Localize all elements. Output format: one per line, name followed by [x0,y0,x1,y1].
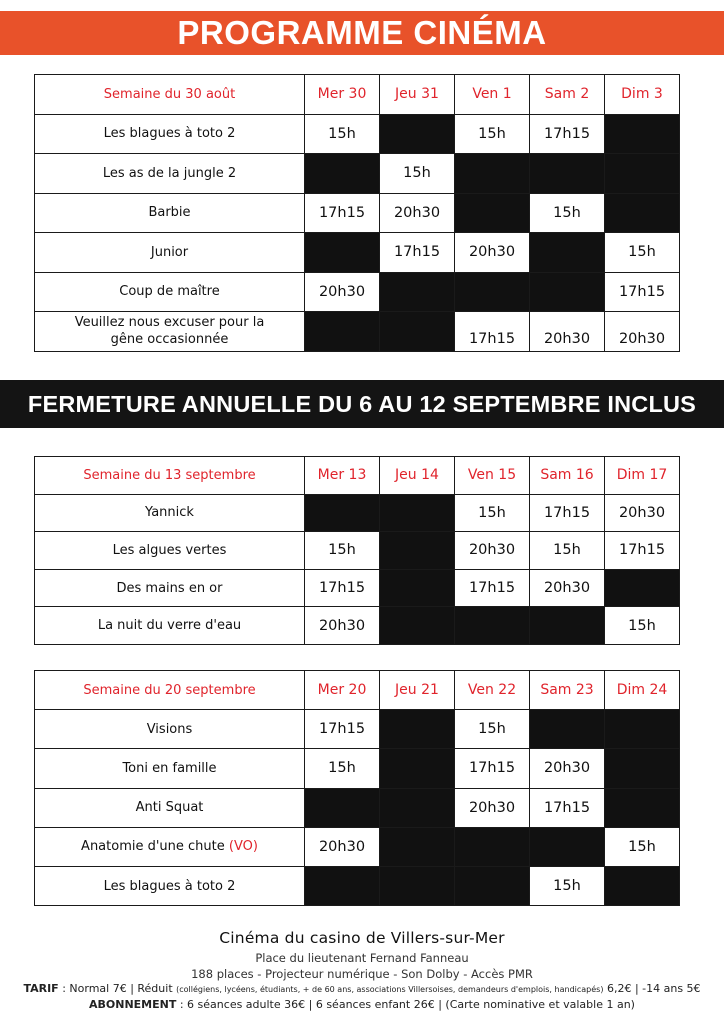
day-header: Ven 22 [455,671,530,710]
film-row [35,532,680,570]
film-version-badge: (VO) [228,839,258,855]
day-header: Jeu 21 [380,671,455,710]
day-header: Sam 16 [530,457,605,495]
no-screening-cell [605,569,680,607]
no-screening-cell [380,312,455,352]
showtime-cell: 15h [305,532,380,570]
no-screening-cell [455,866,530,905]
film-title-cell [35,272,305,312]
film-row [35,710,680,749]
showtime-cell: 15h [530,532,605,570]
day-header: Dim 3 [605,75,680,115]
showtime-cell: 17h15 [530,494,605,532]
film-row [35,154,680,194]
no-screening-cell [605,193,680,233]
no-screening-cell [530,827,605,866]
day-header: Jeu 31 [380,75,455,115]
abonnement-label: ABONNEMENT [89,998,177,1011]
day-header: Mer 13 [305,457,380,495]
day-header: Sam 2 [530,75,605,115]
film-title-cell [35,114,305,154]
week-label: Semaine du 30 août [35,75,305,115]
showtime-cell: 17h15 [305,569,380,607]
no-screening-cell [380,788,455,827]
showtime-cell: 20h30 [455,788,530,827]
no-screening-cell [455,607,530,645]
showtime-cell: 15h [305,114,380,154]
no-screening-cell [305,494,380,532]
cinema-address: Place du lieutenant Fernand Fanneau [255,951,469,965]
day-header: Jeu 14 [380,457,455,495]
showtime-cell: 17h15 [605,532,680,570]
day-header: Mer 20 [305,671,380,710]
film-title: Les blagues à toto 2 [103,126,236,142]
film-title: Des mains en or [116,580,223,596]
page-title: PROGRAMME CINÉMA [0,11,724,55]
tarif-reduced-conditions: (collégiens, lycéens, étudiants, + de 60 ans, associations Villersoises, demandeurs d'emplois, handicapés) [176,985,604,994]
film-row [35,193,680,233]
film-title: Les algues vertes [112,542,227,558]
film-title-cell [35,866,305,905]
film-row [35,272,680,312]
film-title-cell [35,233,305,273]
showtime-cell: 20h30 [305,827,380,866]
showtime-cell: 15h [455,710,530,749]
film-title-cell [35,788,305,827]
film-row [35,312,680,352]
film-title: La nuit du verre d'eau [97,618,242,634]
showtime-cell: 20h30 [605,494,680,532]
film-row [35,749,680,788]
film-row [35,494,680,532]
film-row [35,114,680,154]
no-screening-cell [455,827,530,866]
film-title-cell [35,710,305,749]
no-screening-cell [305,312,380,352]
day-header: Mer 30 [305,75,380,115]
showtime-cell: 17h15 [305,710,380,749]
no-screening-cell [605,749,680,788]
no-screening-cell [455,154,530,194]
showtime-cell: 17h15 [455,312,530,352]
no-screening-cell [605,788,680,827]
no-screening-cell [305,866,380,905]
no-screening-cell [605,866,680,905]
showtime-cell: 20h30 [530,749,605,788]
no-screening-cell [380,494,455,532]
tarif-end: 6,2€ | -14 ans 5€ [603,982,701,995]
day-header: Dim 24 [605,671,680,710]
film-title: Les blagues à toto 2 [103,878,236,894]
film-title: Anti Squat [135,800,204,816]
showtime-cell: 17h15 [455,749,530,788]
film-row [35,233,680,273]
film-title: Barbie [148,205,191,221]
no-screening-cell [605,154,680,194]
showtime-cell: 20h30 [530,312,605,352]
no-screening-cell [380,710,455,749]
no-screening-cell [530,710,605,749]
film-title: Anatomie d'une chute [81,839,225,855]
tarif-main: : Normal 7€ | Réduit [58,982,177,995]
day-header: Ven 15 [455,457,530,495]
week-header-row [35,457,680,495]
tarif-label: TARIF [23,982,59,995]
film-title-cell [35,607,305,645]
showtime-cell: 20h30 [305,272,380,312]
film-title: Yannick [145,505,194,521]
showtime-cell: 15h [530,866,605,905]
week-header-row [35,75,680,115]
film-row [35,607,680,645]
day-header: Ven 1 [455,75,530,115]
film-title-cell [35,569,305,607]
no-screening-cell [380,749,455,788]
no-screening-cell [455,193,530,233]
cinema-features: 188 places - Projecteur numérique - Son Dolby - Accès PMR [191,967,533,981]
showtime-cell: 20h30 [380,193,455,233]
film-title-cell [35,827,305,866]
no-screening-cell [530,154,605,194]
showtime-cell: 17h15 [530,788,605,827]
week-header-row [35,671,680,710]
showtime-cell: 15h [530,193,605,233]
abonnement-text: : 6 séances adulte 36€ | 6 séances enfant 26€ | (Carte nominative et valable 1 an) [176,998,635,1011]
showtime-cell: 17h15 [455,569,530,607]
film-title-cell [35,154,305,194]
showtime-cell: 20h30 [455,532,530,570]
showtime-cell: 20h30 [605,312,680,352]
film-title-cell [35,312,305,352]
week-label: Semaine du 13 septembre [35,457,305,495]
film-title-cell [35,494,305,532]
film-row [35,788,680,827]
showtime-cell: 17h15 [605,272,680,312]
no-screening-cell [605,710,680,749]
showtime-cell: 17h15 [530,114,605,154]
film-title: Visions [146,721,193,737]
no-screening-cell [605,114,680,154]
film-title: Les as de la jungle 2 [102,165,237,181]
showtime-cell: 17h15 [380,233,455,273]
schedule-table-week-2 [34,456,680,645]
showtime-cell: 15h [605,827,680,866]
no-screening-cell [305,154,380,194]
no-screening-cell [530,233,605,273]
no-screening-cell [530,272,605,312]
showtime-cell: 15h [605,607,680,645]
showtime-cell: 20h30 [305,607,380,645]
film-title-cell [35,193,305,233]
film-title-cell [35,749,305,788]
showtime-cell: 15h [305,749,380,788]
day-header: Sam 23 [530,671,605,710]
no-screening-cell [380,569,455,607]
no-screening-cell [380,532,455,570]
film-title-cell [35,532,305,570]
film-row [35,827,680,866]
no-screening-cell [380,272,455,312]
cinema-name: Cinéma du casino de Villers-sur-Mer [219,929,505,947]
no-screening-cell [380,827,455,866]
annual-closing-banner: FERMETURE ANNUELLE DU 6 AU 12 SEPTEMBRE INCLUS [0,380,724,428]
schedule-table-week-3 [34,670,680,906]
no-screening-cell [380,607,455,645]
tarif-line [0,982,724,995]
film-row [35,569,680,607]
no-screening-cell [380,114,455,154]
no-screening-cell [380,866,455,905]
no-screening-cell [305,788,380,827]
abonnement-line [0,998,724,1011]
film-title: Veuillez nous excuser pour la gêne occasionnée [74,315,265,348]
showtime-cell: 15h [380,154,455,194]
day-header: Dim 17 [605,457,680,495]
no-screening-cell [530,607,605,645]
film-title: Junior [150,244,189,260]
week-label: Semaine du 20 septembre [35,671,305,710]
showtime-cell: 15h [455,114,530,154]
film-row [35,866,680,905]
showtime-cell: 15h [455,494,530,532]
no-screening-cell [305,233,380,273]
schedule-table-week-1 [34,74,680,352]
showtime-cell: 17h15 [305,193,380,233]
film-title: Coup de maître [119,284,220,300]
no-screening-cell [455,272,530,312]
showtime-cell: 20h30 [530,569,605,607]
showtime-cell: 20h30 [455,233,530,273]
showtime-cell: 15h [605,233,680,273]
film-title: Toni en famille [122,760,217,776]
